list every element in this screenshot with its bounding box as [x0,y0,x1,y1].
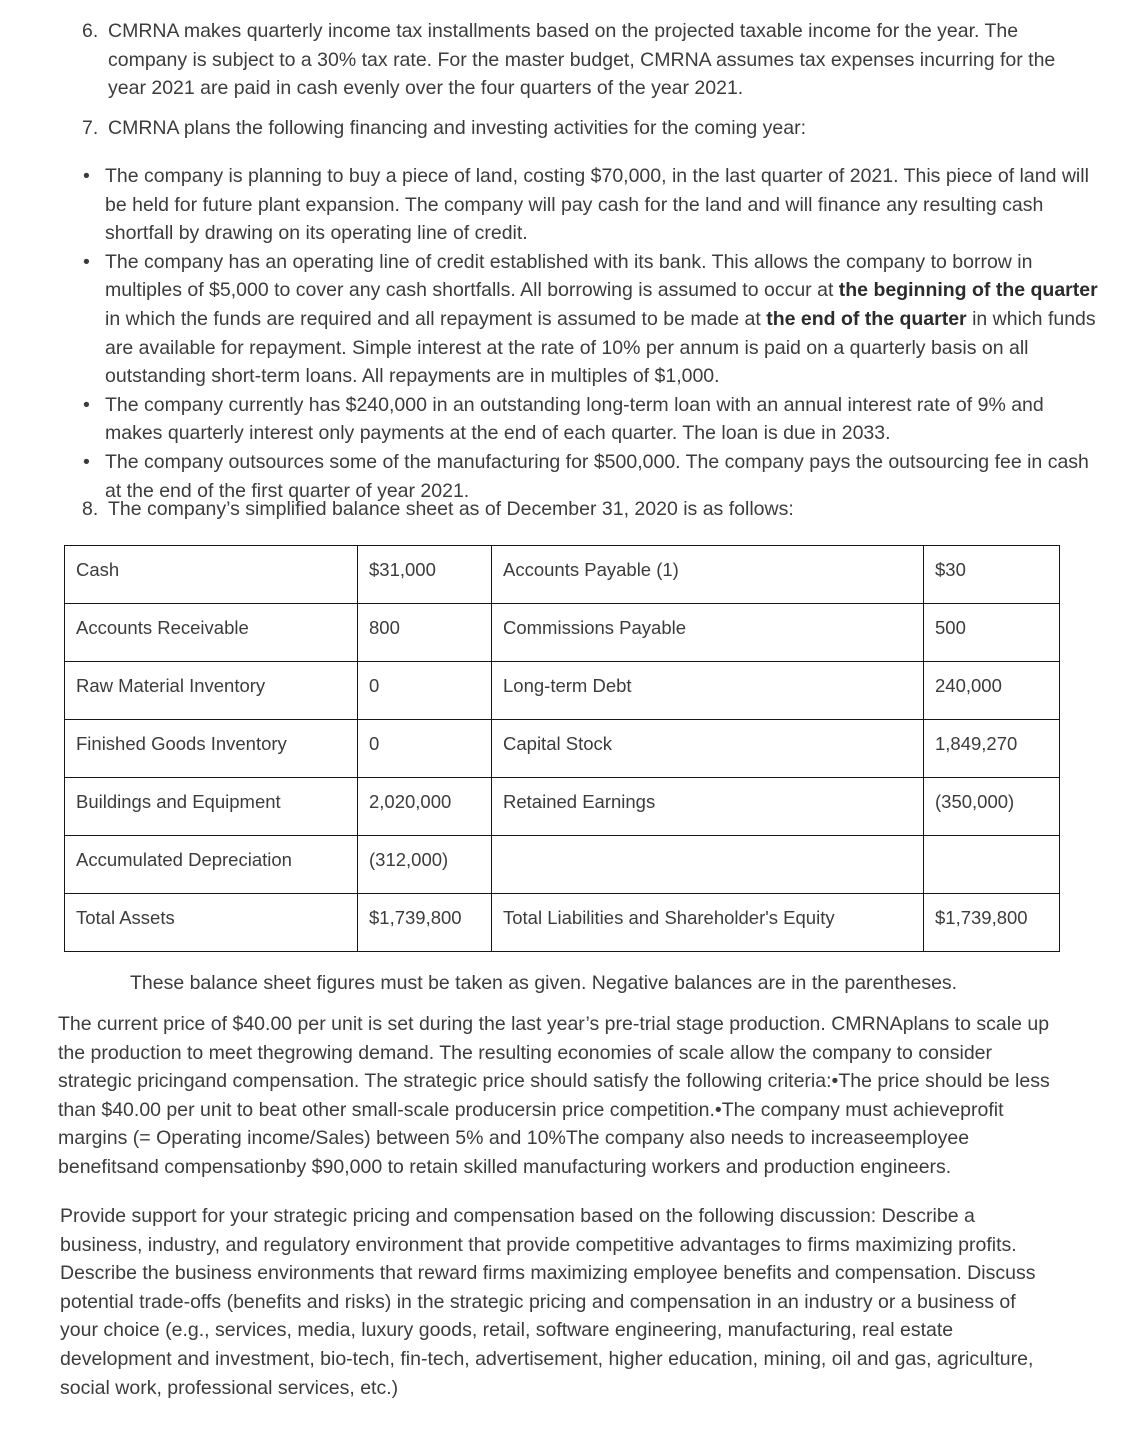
balance-sheet-table [64,545,1060,952]
list-item-text: in which the funds are required and all repayment is assumed to be made at [105,307,767,330]
table-cell: Commissions Payable [492,604,924,662]
table-cell: Long-term Debt [492,662,924,720]
table-row [65,604,1060,662]
table-cell: 0 [358,662,492,720]
table-cell: $30 [924,546,1060,604]
table-cell: Total Assets [65,894,358,952]
list-item-text: The company has an operating line of credit established with its bank. This allows the company to borrow in multiples of $5,000 to cover any cash shortfalls. All borrowing is assumed to occur at [105,250,1033,302]
list-item-text: The company outsources some of the manufacturing for $500,000. The company pays the outsourcing fee in cash at the end of the first quarter of year 2021. [105,450,1089,502]
table-cell: $1,739,800 [924,894,1060,952]
table-row [65,720,1060,778]
table-cell: (312,000) [358,836,492,894]
table-cell: 2,020,000 [358,778,492,836]
table-cell: (350,000) [924,778,1060,836]
list-item [64,391,1102,448]
numbered-item-6 [82,17,1082,103]
table-cell: 1,849,270 [924,720,1060,778]
bullet-icon: • [83,450,90,473]
table-cell: 800 [358,604,492,662]
table-cell: Cash [65,546,358,604]
table-row [65,836,1060,894]
balance-sheet-caption: These balance sheet figures must be taken as given. Negative balances are in the parentheses. [130,972,958,994]
numbered-item-8 [82,495,1082,524]
table-cell: Total Liabilities and Shareholder's Equity [492,894,924,952]
table-cell: Raw Material Inventory [65,662,358,720]
list-item-emphasis: the end of the quarter [766,307,967,330]
table-cell: Buildings and Equipment [65,778,358,836]
table-cell: Accumulated Depreciation [65,836,358,894]
list-item [64,162,1102,248]
support-paragraph: Provide support for your strategic pricing and compensation based on the following discussion: Describe a business, industry, and regulatory environment that provide competitive advantages to firms maximizing profits. Describe the business environments that reward firms maximizing employee benefits and compensation. Discuss potential trade-offs (benefits and risks) in the strategic pricing and compensation in an industry or a business of your choice (e.g., services, media, luxury goods, retail, software engineering, manufacturing, real estate development and investment, bio-tech, fin-tech, advertisement, higher education, mining, oil and gas, agriculture, social work, professional services, etc.) [60,1205,1036,1399]
table-row [65,546,1060,604]
list-item-text: The company is planning to buy a piece of land, costing $70,000, in the last quarter of 2021. This piece of land will be held for future plant expansion. The company will pay cash for the land and will finance any resulting cash shortfall by drawing on its operating line of credit. [105,165,1089,245]
bullet-icon: • [83,165,90,187]
numbered-item-7 [82,114,1082,143]
table-cell: Accounts Payable (1) [492,546,924,604]
table-row [65,894,1060,952]
table-cell: 500 [924,604,1060,662]
table-cell [924,836,1060,894]
numbered-item-8-marker: 8. [82,498,99,520]
table-row [65,778,1060,836]
financing-activities-list [64,162,1102,505]
numbered-item-8-text: The company’s simplified balance sheet as of December 31, 2020 is as follows: [108,498,794,520]
numbered-item-7-text: CMRNA plans the following financing and investing activities for the coming year: [108,117,807,139]
table-cell: Accounts Receivable [65,604,358,662]
numbered-item-7-marker: 7. [82,117,99,139]
numbered-item-6-marker: 6. [82,20,99,42]
list-item-emphasis: the beginning of the quarter [838,279,1098,302]
bullet-icon: • [83,393,90,416]
list-item-text: The company currently has $240,000 in an outstanding long-term loan with an annual interest rate of 9% and makes quarterly interest only payments at the end of each quarter. The loan is due in 2033. [105,393,1044,445]
table-cell [492,836,924,894]
list-item-text: in which funds are available for repayment. Simple interest at the rate of 10% per annum is paid on a quarterly basis on all outstanding short-term loans. All repayments are in multiples of $1,000. [105,307,1096,388]
table-cell: $31,000 [358,546,492,604]
table-cell: Capital Stock [492,720,924,778]
table-cell: $1,739,800 [358,894,492,952]
table-row [65,662,1060,720]
table-cell: Retained Earnings [492,778,924,836]
bullet-icon: • [83,250,90,273]
pricing-paragraph: The current price of $40.00 per unit is set during the last year’s pre-trial stage production. CMRNAplans to scale up the production to meet thegrowing demand. The resulting economies of scale allow the company to consider strategic pricingand compensation. The strategic price should satisfy the following criteria:•The price should be less than $40.00 per unit to beat other small-scale producersin price competition.•The company must achieveprofit margins (= Operating income/Sales) between 5% and 10%The company also needs to increaseemployee benefitsand compensationby $90,000 to retain skilled manufacturing workers and production engineers. [58,1013,1050,1178]
numbered-item-6-text: CMRNA makes quarterly income tax installments based on the projected taxable income for the year. The company is subject to a 30% tax rate. For the master budget, CMRNA assumes tax expenses incurring for the year 2021 are paid in cash evenly over the four quarters of the year 2021. [108,20,1056,99]
table-cell: Finished Goods Inventory [65,720,358,778]
table-cell: 240,000 [924,662,1060,720]
list-item [64,248,1102,391]
table-cell: 0 [358,720,492,778]
